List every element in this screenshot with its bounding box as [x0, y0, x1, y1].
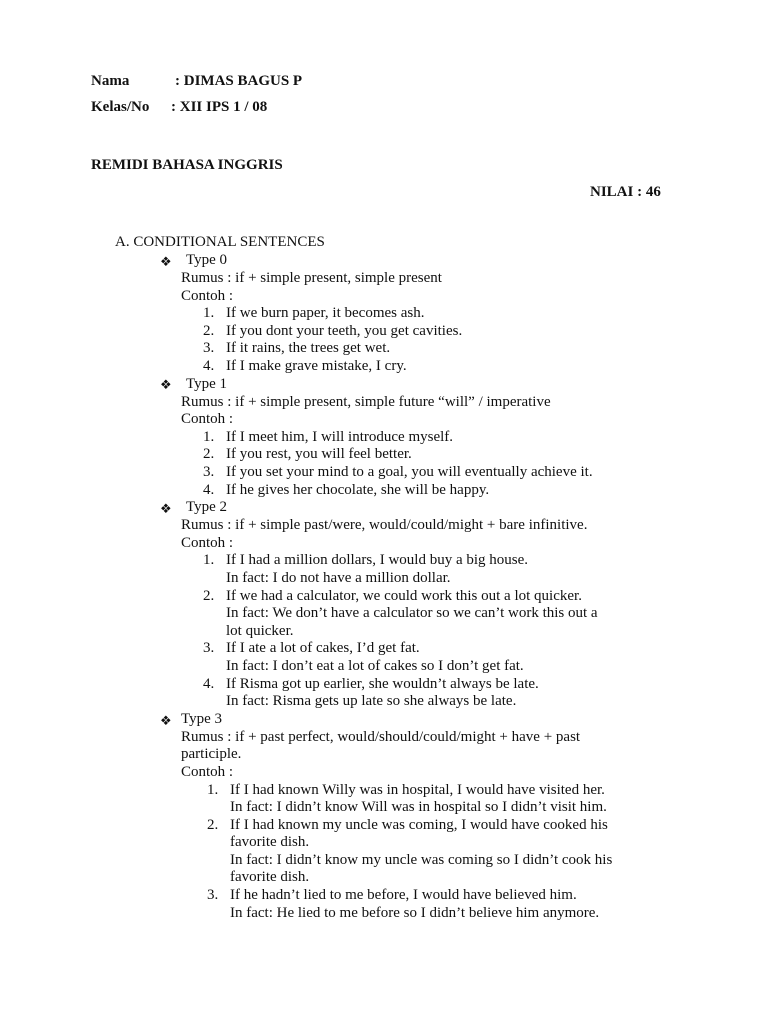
type-0-contoh: Contoh :: [181, 288, 234, 304]
list-number: 1.: [207, 782, 219, 798]
type-1-contoh: Contoh :: [181, 411, 234, 427]
list-number: 3.: [203, 340, 215, 356]
type-3-rumus-cont: participle.: [181, 746, 242, 762]
list-number: 2.: [207, 817, 219, 833]
type-0-title: Type 0: [186, 252, 228, 268]
bullet-icon: ❖: [160, 377, 172, 392]
type-0-rumus: Rumus : if + simple present, simple present: [181, 270, 442, 286]
type-2-contoh: Contoh :: [181, 535, 234, 551]
list-item: If you rest, you will feel better.: [226, 446, 412, 462]
nama-label: Nama: [91, 73, 130, 89]
list-number: 2.: [203, 588, 215, 604]
kelas-value: : XII IPS 1 / 08: [171, 99, 268, 115]
type-2-rumus: Rumus : if + simple past/were, would/could/might + bare infinitive.: [181, 517, 588, 533]
list-item: If I make grave mistake, I cry.: [226, 358, 407, 374]
list-number: 4.: [203, 482, 215, 498]
list-number: 3.: [203, 464, 215, 480]
list-item: If he gives her chocolate, she will be happy.: [226, 482, 490, 498]
list-item: If we had a calculator, we could work this out a lot quicker.: [226, 588, 582, 604]
list-item: If it rains, the trees get wet.: [226, 340, 391, 356]
list-item-fact: In fact: I do not have a million dollar.: [226, 570, 451, 586]
type-3-contoh: Contoh :: [181, 764, 234, 780]
list-item: If you dont your teeth, you get cavities.: [226, 323, 463, 339]
list-item-fact-cont: favorite dish.: [230, 869, 310, 885]
list-item-fact: In fact: We don’t have a calculator so we can’t work this out a: [226, 605, 598, 621]
bullet-icon: ❖: [160, 254, 172, 269]
nama-value: : DIMAS BAGUS P: [175, 73, 303, 89]
type-3-rumus: Rumus : if + past perfect, would/should/could/might + have + past: [181, 729, 581, 745]
list-number: 3.: [207, 887, 219, 903]
list-item-fact: In fact: I didn’t know my uncle was coming so I didn’t cook his: [230, 852, 613, 868]
type-3-title: Type 3: [181, 711, 223, 727]
list-item: If he hadn’t lied to me before, I would have believed him.: [230, 887, 577, 903]
list-item: If I meet him, I will introduce myself.: [226, 429, 454, 445]
list-number: 4.: [203, 358, 215, 374]
list-item-fact: In fact: I don’t eat a lot of cakes so I don’t get fat.: [226, 658, 524, 674]
list-item-fact: In fact: Risma gets up late so she always be late.: [226, 693, 517, 709]
list-number: 1.: [203, 552, 215, 568]
list-number: 1.: [203, 305, 215, 321]
list-item: If you set your mind to a goal, you will eventually achieve it.: [226, 464, 593, 480]
list-item: If I ate a lot of cakes, I’d get fat.: [226, 640, 420, 656]
list-number: 2.: [203, 446, 215, 462]
list-number: 1.: [203, 429, 215, 445]
kelas-label: Kelas/No: [91, 99, 150, 115]
list-item-fact-cont: lot quicker.: [226, 623, 294, 639]
list-item-fact: In fact: I didn’t know Will was in hospital so I didn’t visit him.: [230, 799, 607, 815]
page-title: REMIDI BAHASA INGGRIS: [91, 157, 283, 173]
list-number: 4.: [203, 676, 215, 692]
list-item: If I had a million dollars, I would buy a big house.: [226, 552, 529, 568]
list-item: If I had known Willy was in hospital, I would have visited her.: [230, 782, 605, 798]
list-item: If Risma got up earlier, she wouldn’t always be late.: [226, 676, 539, 692]
type-1-title: Type 1: [186, 376, 228, 392]
list-item: If we burn paper, it becomes ash.: [226, 305, 425, 321]
list-number: 3.: [203, 640, 215, 656]
list-item: If I had known my uncle was coming, I would have cooked his: [230, 817, 608, 833]
bullet-icon: ❖: [160, 501, 172, 516]
bullet-icon: ❖: [160, 713, 172, 728]
list-item-fact: In fact: He lied to me before so I didn’t believe him anymore.: [230, 905, 600, 921]
type-2-title: Type 2: [186, 499, 228, 515]
list-item-cont: favorite dish.: [230, 834, 310, 850]
section-heading: A. CONDITIONAL SENTENCES: [115, 234, 325, 250]
type-1-rumus: Rumus : if + simple present, simple future “will” / imperative: [181, 394, 551, 410]
list-number: 2.: [203, 323, 215, 339]
nilai-score: NILAI : 46: [590, 184, 661, 200]
